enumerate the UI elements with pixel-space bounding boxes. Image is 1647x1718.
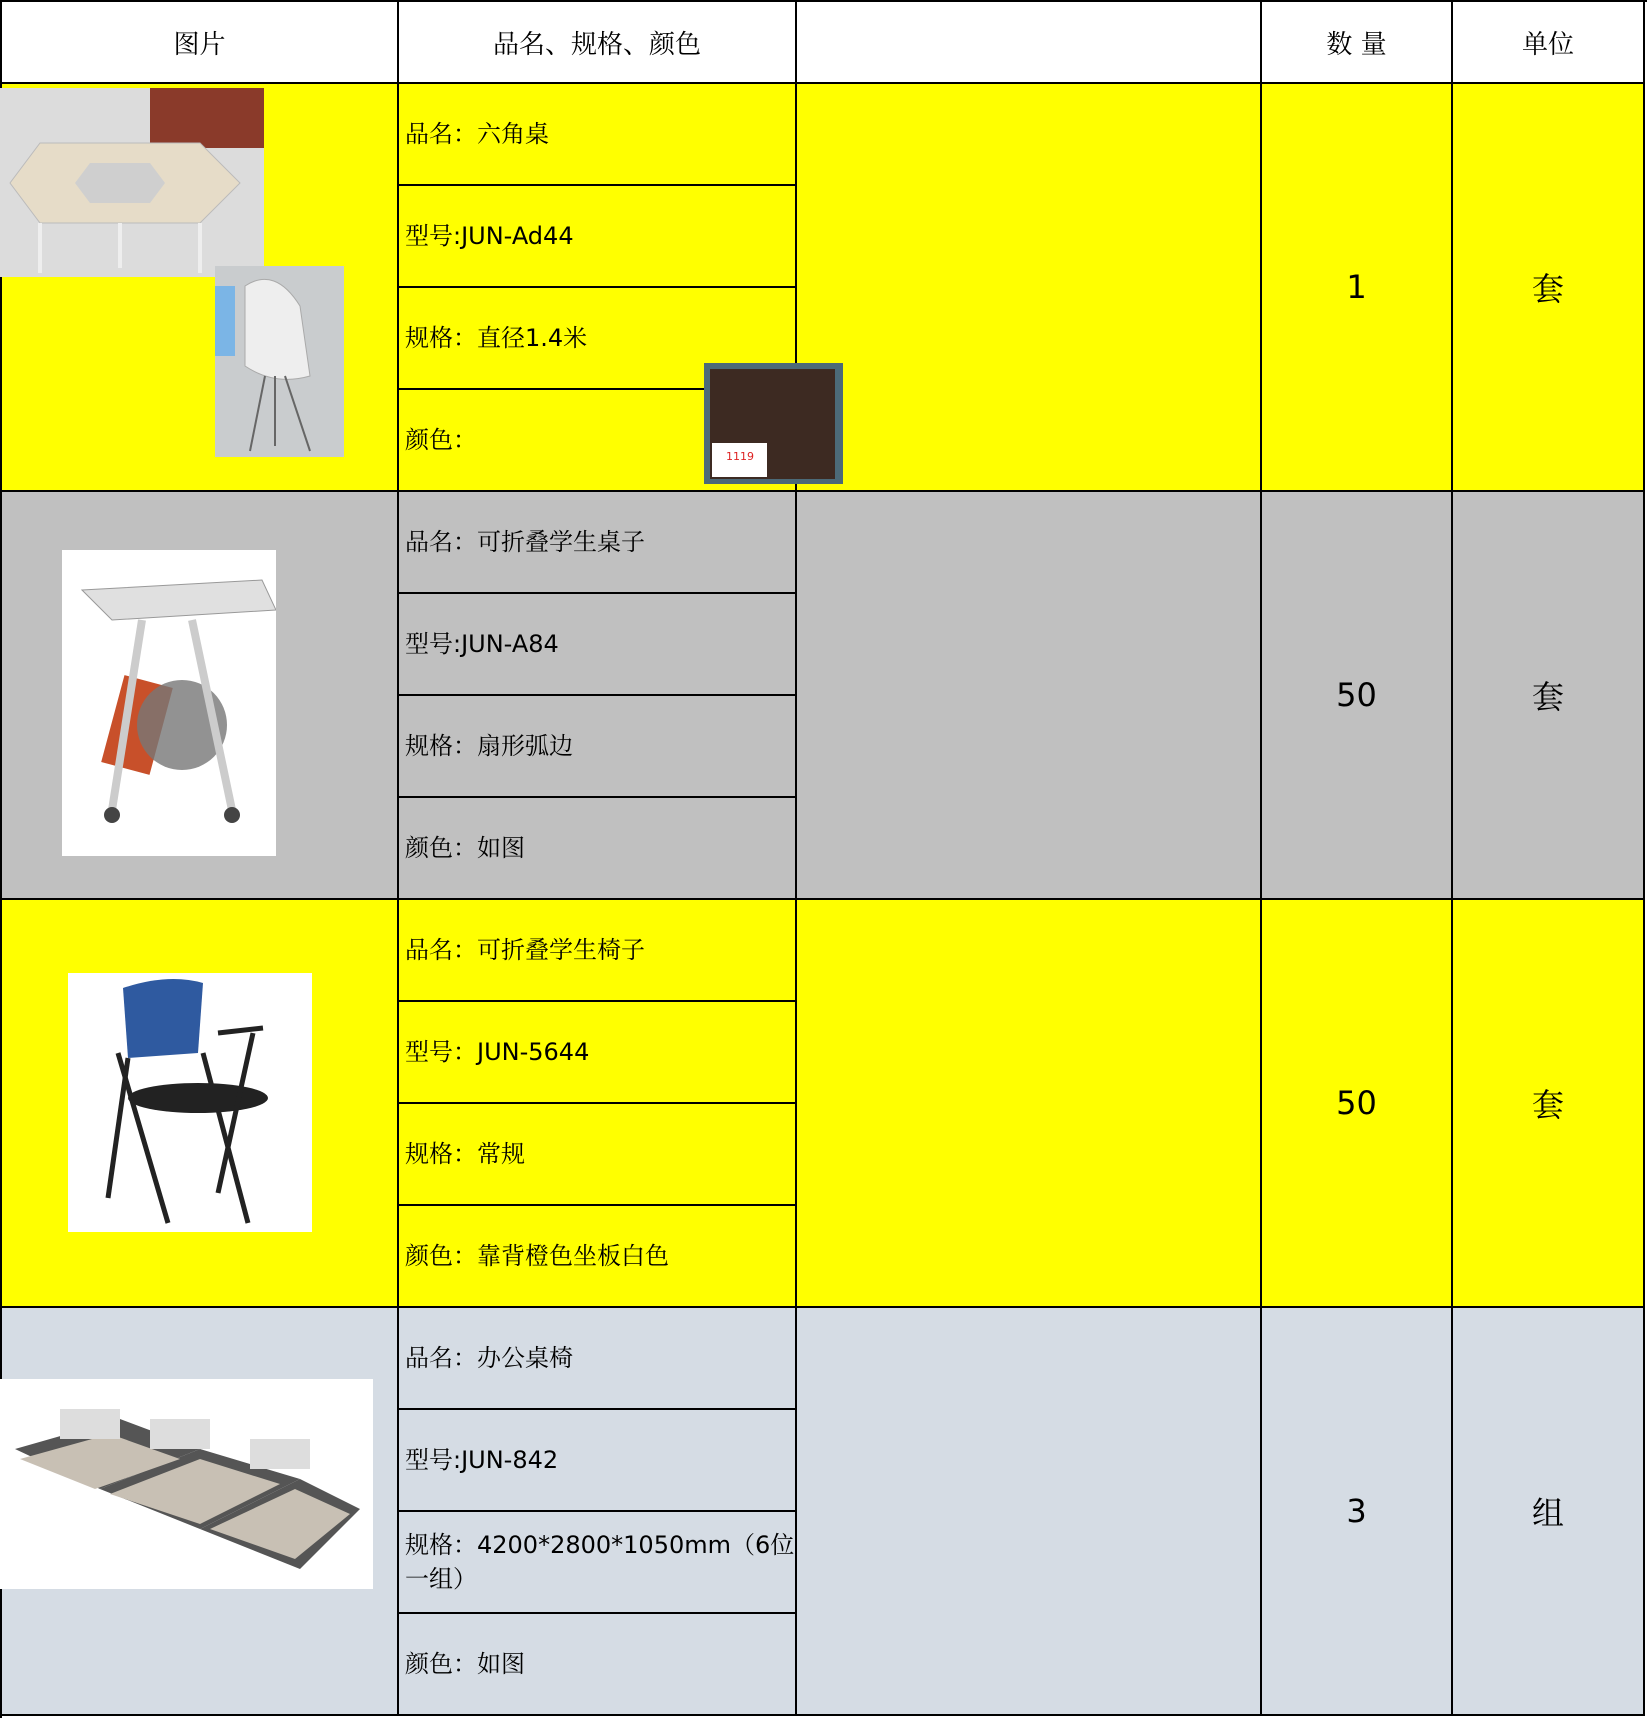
product-name: 品名：可折叠学生椅子 (405, 936, 645, 964)
color-cell (399, 1206, 797, 1308)
unit-cell: 套 (1453, 900, 1645, 1308)
name-cell (399, 492, 797, 594)
quantity-cell: 50 (1262, 492, 1453, 900)
product-model: 型号：JUN-5644 (405, 1038, 590, 1066)
product-model: 型号:JUN-Ad44 (405, 222, 574, 250)
header-name-spec-color: 品名、规格、颜色 (399, 0, 797, 84)
model-cell (399, 186, 797, 288)
color-cell (399, 798, 797, 900)
product-name: 品名：六角桌 (405, 120, 549, 148)
quantity-cell: 50 (1262, 900, 1453, 1308)
blank-cell (797, 900, 1262, 1308)
blank-cell (797, 1308, 1262, 1716)
product-spec: 规格：4200*2800*1050mm（6位一组） (405, 1531, 795, 1593)
blank-cell (797, 492, 1262, 900)
header-unit: 单位 (1453, 0, 1645, 84)
spec-cell (399, 696, 797, 798)
white-chair-photo (215, 266, 344, 457)
header-picture: 图片 (0, 0, 399, 84)
product-model: 型号:JUN-A84 (405, 630, 559, 658)
product-spec: 规格：直径1.4米 (405, 324, 588, 352)
product-color: 颜色： (405, 426, 477, 454)
unit-cell: 组 (1453, 1308, 1645, 1716)
product-color: 颜色：如图 (405, 834, 525, 862)
product-color: 颜色：如图 (405, 1650, 525, 1678)
model-cell (399, 594, 797, 696)
model-cell (399, 1410, 797, 1512)
quantity-cell: 1 (1262, 84, 1453, 492)
product-color: 颜色：靠背橙色坐板白色 (405, 1242, 669, 1270)
folding-desk-photo (62, 550, 276, 856)
color-cell (399, 1614, 797, 1716)
wood-color-swatch (704, 363, 843, 484)
product-name: 品名：办公桌椅 (405, 1344, 573, 1372)
name-cell (399, 900, 797, 1002)
name-cell (399, 84, 797, 186)
product-spec: 规格：扇形弧边 (405, 732, 573, 760)
folding-chair-photo (68, 973, 312, 1232)
office-workstation-photo (0, 1379, 373, 1589)
swatch-label: 1119 (726, 450, 754, 463)
product-model: 型号:JUN-842 (405, 1446, 559, 1474)
hexagon-table-photo (0, 88, 264, 277)
header-quantity: 数 量 (1262, 0, 1453, 84)
product-name: 品名：可折叠学生桌子 (405, 528, 645, 556)
name-cell (399, 1308, 797, 1410)
spec-cell (399, 1104, 797, 1206)
model-cell (399, 1002, 797, 1104)
product-spec: 规格：常规 (405, 1140, 525, 1168)
unit-cell: 套 (1453, 492, 1645, 900)
quantity-cell: 3 (1262, 1308, 1453, 1716)
header-blank (797, 0, 1262, 84)
spec-cell (399, 1512, 797, 1614)
unit-cell: 套 (1453, 84, 1645, 492)
blank-cell (797, 84, 1262, 492)
